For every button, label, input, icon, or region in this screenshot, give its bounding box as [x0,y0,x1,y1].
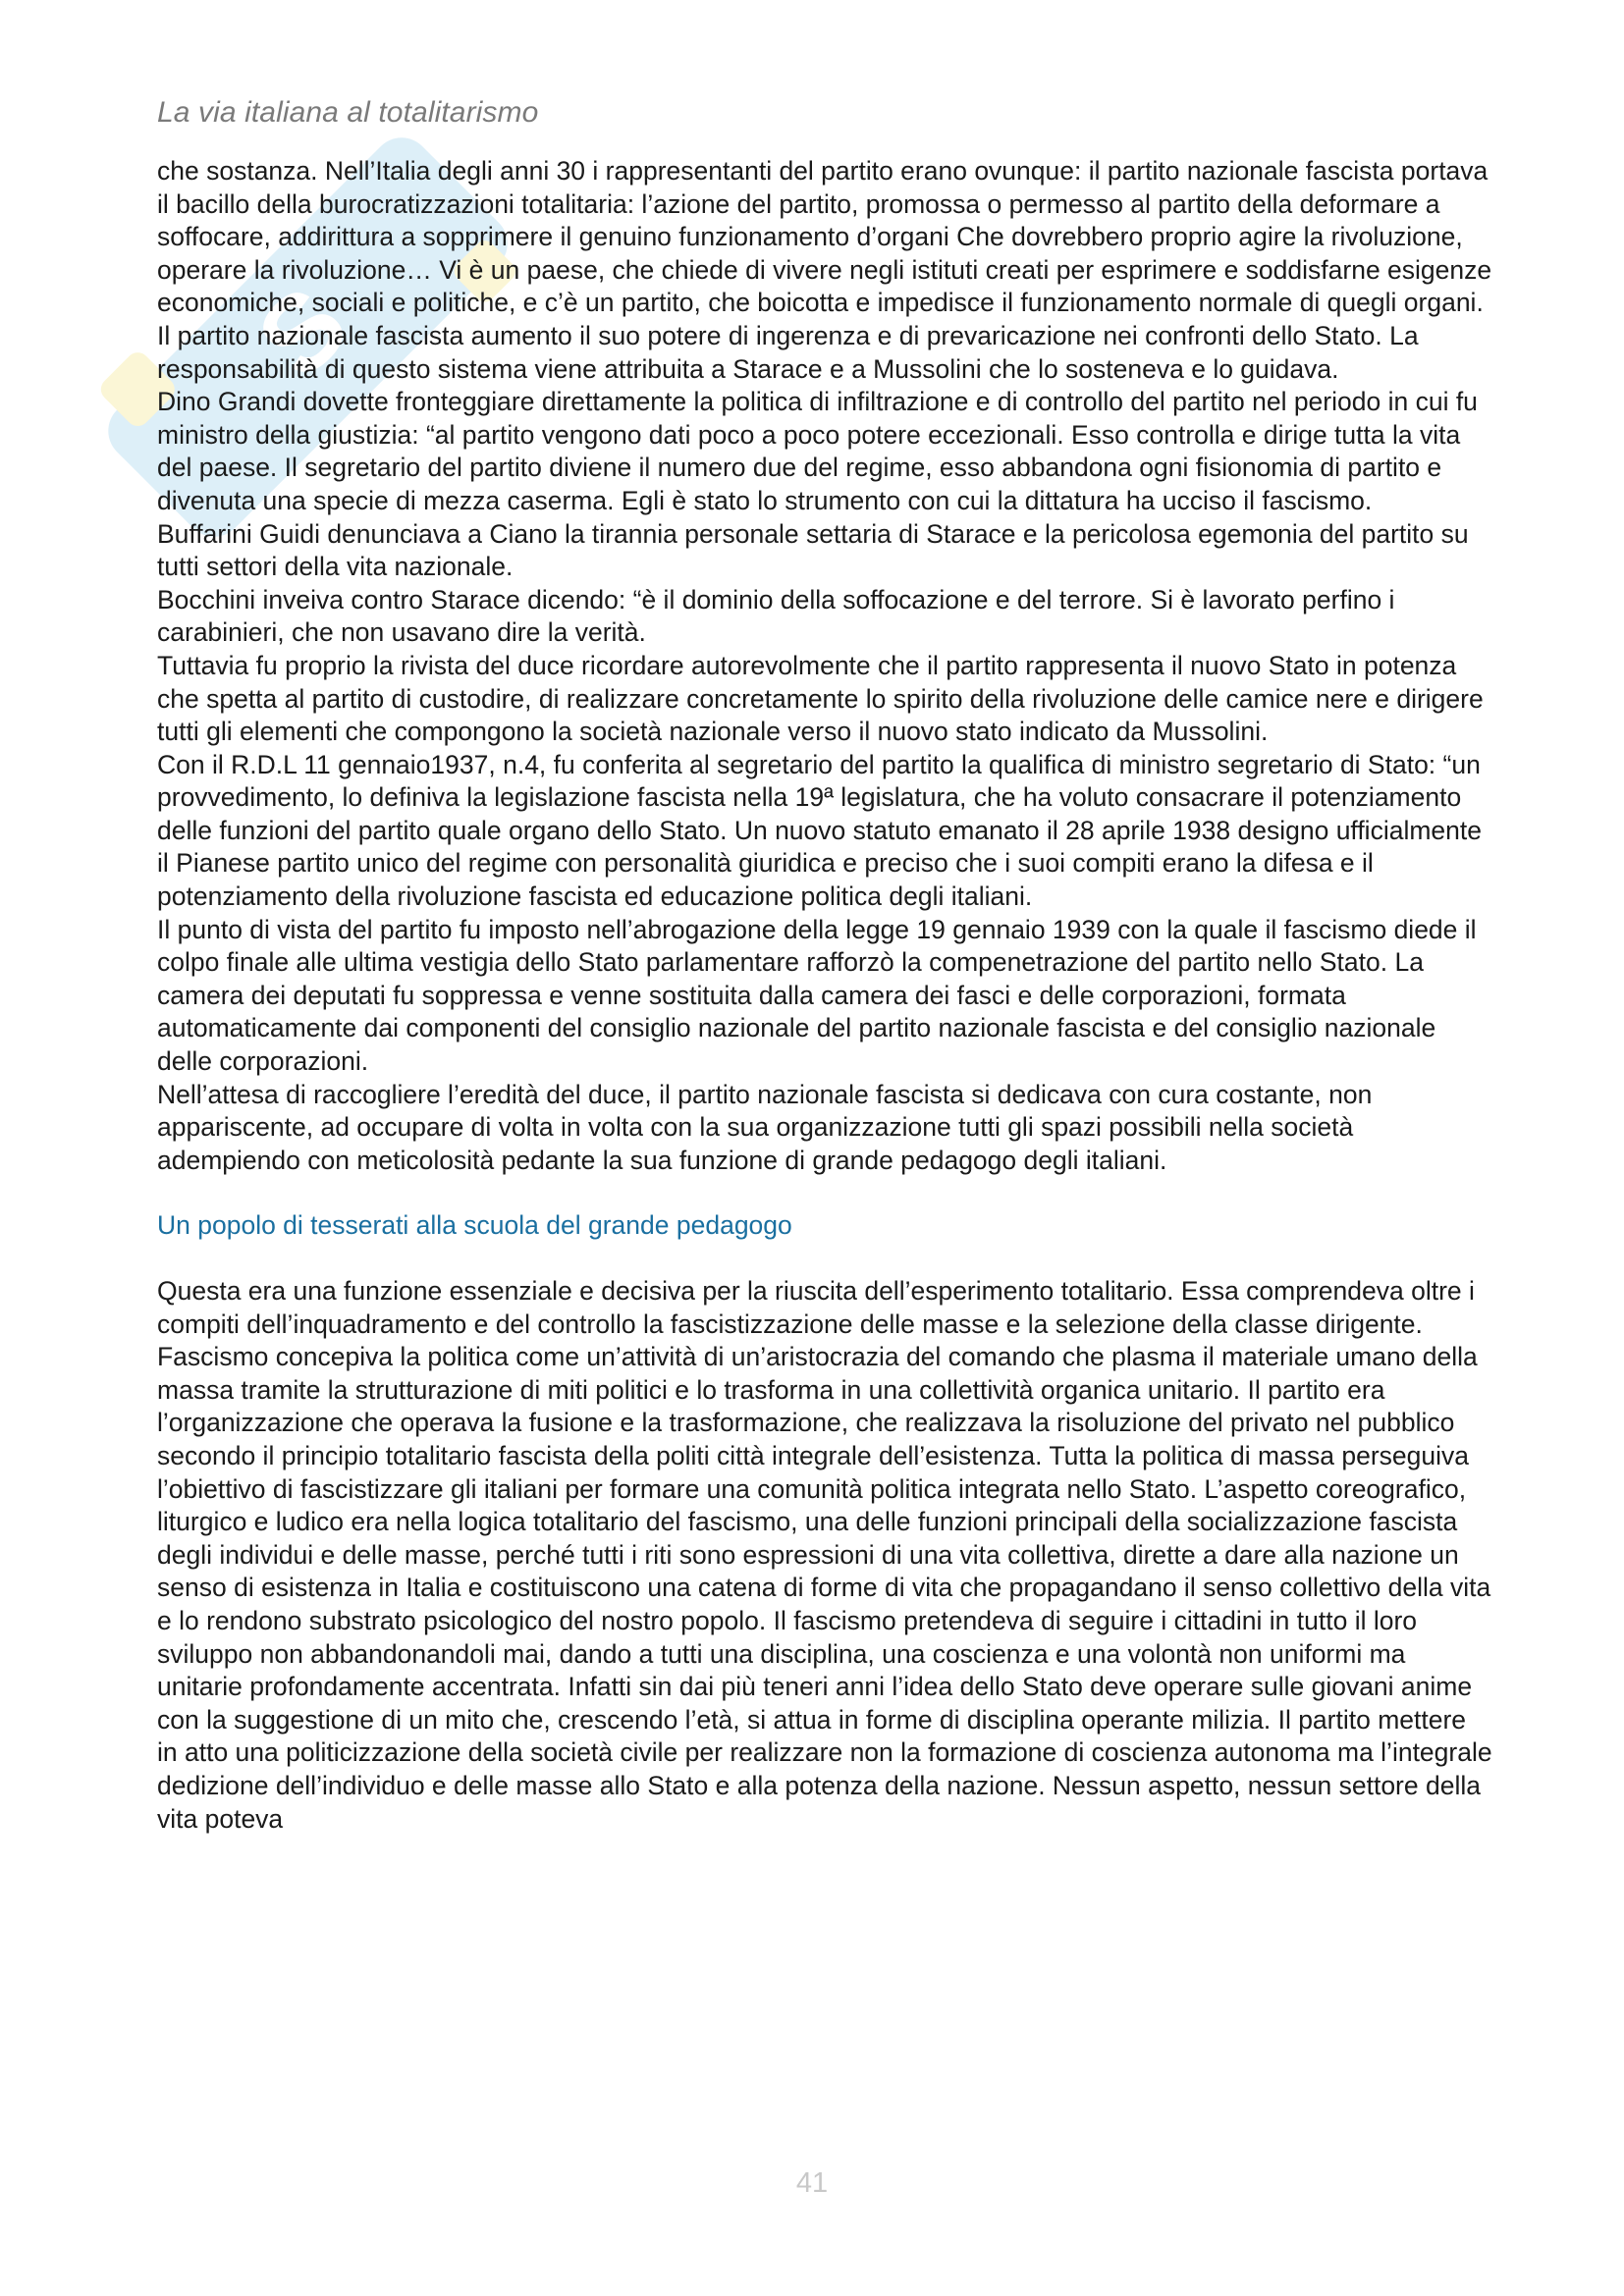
page-number: 41 [795,2167,829,2199]
body-paragraph: Il punto di vista del partito fu imposto nell’abrogazione della legge 19 gennaio 1939 con la quale il fascismo diede il colpo finale alle ultima vestigia dello Stato parlamentare rafforzò la compenetrazione del partito nello Stato. La camera dei deputati fu soppressa e venne sostituita dalla camera dei fasci e delle corporazioni, formata automaticamente dai componenti del consiglio nazionale del partito nazionale fascista e del consiglio nazionale delle corporazioni. [157,914,1477,1077]
body-paragraph: Con il R.D.L 11 gennaio1937, n.4, fu conferita al segretario del partito la qualifica di ministro segretario di Stato: “un provvedimento, lo definiva la legislazione fascista nella 19ª legislatura, che ha voluto consacrare il potenziamento delle funzioni del partito quale organo dello Stato. Un nuovo statuto emanato il 28 aprile 1938 designo ufficialmente il Pianese partito unico del regime con personalità giuridica e preciso che i suoi compiti erano la difesa e il potenziamento della rivoluzione fascista ed educazione politica degli italiani. [157,749,1482,912]
body-paragraph: Dino Grandi dovette fronteggiare direttamente la politica di infiltrazione e di controllo del partito nel periodo in cui fu ministro della giustizia: “al partito vengono dati poco a poco potere eccezionali. Esso controlla e dirige tutta la vita del paese. Il segretario del partito diviene il numero due del regime, esso abbandona ogni fisionomia di partito e divenuta una specie di mezza caserma. Egli è stato lo strumento con cui la dittatura ha ucciso il fascismo. [157,387,1478,515]
body-paragraph: Tuttavia fu proprio la rivista del duce ricordare autorevolmente che il partito rappresenta il nuovo Stato in potenza che spetta al partito di custodire, di realizzare concretamente lo spirito della rivoluzione delle camice nere e dirigere tutti gli elementi che compongono la società nazionale verso il nuovo stato indicato da Mussolini. [157,650,1484,747]
running-header-title: La via italiana al totalitarismo [157,96,539,129]
body-paragraph: Questa era una funzione essenziale e decisiva per la riuscita dell’esperimento totalitario. Essa comprendeva oltre i compiti dell’inquadramento e del controllo la fascistizzazione delle masse e la selezione della classe dirigente. [157,1276,1475,1339]
body-paragraph: che sostanza. Nell’Italia degli anni 30 i rappresentanti del partito erano ovunque: il partito nazionale fascista portava il bacillo della burocratizzazioni totalitaria: l’azione del partito, promossa o permesso al partito della deformare a soffocare, addirittura a sopprimere il genuino funzionamento d’organi Che dovrebbero proprio agire la rivoluzione, operare la rivoluzione… Vi è un paese, che chiede di vivere negli istituti creati per esprimere e soddisfarne esigenze economiche, sociali e politiche, e c’è un partito, che boicotta e impedisce il funzionamento normale di quegli organi. Il partito nazionale fascista aumento il suo potere di ingerenza e di prevaricazione nei confronti dello Stato. La responsabilità di questo sistema viene attribuita a Starace e a Mussolini che lo sosteneva e lo guidava. [157,156,1492,384]
body-paragraph: Bocchini inveiva contro Starace dicendo: “è il dominio della soffocazione e del terrore. Si è lavorato perfino i carabinieri, che non usavano dire la verità. [157,584,1395,648]
body-paragraph: Nell’attesa di raccogliere l’eredità del duce, il partito nazionale fascista si dedicava con cura costante, non appariscente, ad occupare di volta in volta con la sua organizzazione tutti gli spazi possibili nella società adempiendo con meticolosità pedante la sua funzione di grande pedagogo degli italiani. [157,1079,1373,1175]
page-body [157,155,1492,1836]
section-heading: Un popolo di tesserati alla scuola del grande pedagogo [157,1210,792,1241]
body-paragraph: Buffarini Guidi denunciava a Ciano la tirannia personale settaria di Starace e la pericolosa egemonia del partito su tutti settori della vita nazionale. [157,518,1469,582]
svg-text:S: S [234,263,371,400]
body-paragraph: Fascismo concepiva la politica come un’attività di un’aristocrazia del comando che plasma il materiale umano della massa tramite la strutturazione di miti politici e lo trasforma in una collettività organica unitario. Il partito era l’organizzazione che operava la fusione e la trasformazione, che realizzava la risoluzione del privato nel pubblico secondo il principio totalitario fascista della politi città integrale dell’esistenza. Tutta la politica di massa perseguiva l’obiettivo di fascistizzare gli italiani per formare una comunità politica integrata nello Stato. L’aspetto coreografico, liturgico e ludico era nella logica totalitario del fascismo, una delle funzioni principali della socializzazione fascista degli individui e delle masse, perché tutti i riti sono espressioni di una vita collettiva, dirette a dare alla nazione un senso di esistenza in Italia e costituiscono una catena di forme di vita che propagandano il senso collettivo della vita e lo rendono substrato psicologico del nostro popolo. Il fascismo pretendeva di seguire i cittadini in tutto il loro sviluppo non abbandonandoli mai, dando a tutti una disciplina, una coscienza e una volontà non uniformi ma unitarie profondamente accentrata. Infatti sin dai più teneri anni l’idea dello Stato deve operare sulle giovani anime con la suggestione di un mito che, crescendo l’età, si attua in forme di disciplina operante milizia. Il partito mettere in atto una politicizzazione della società civile per realizzare non la formazione di coscienza autonoma ma l’integrale dedizione dell’individuo e delle masse allo Stato e alla potenza della nazione. Nessun aspetto, nessun settore della vita poteva [157,1342,1492,1834]
